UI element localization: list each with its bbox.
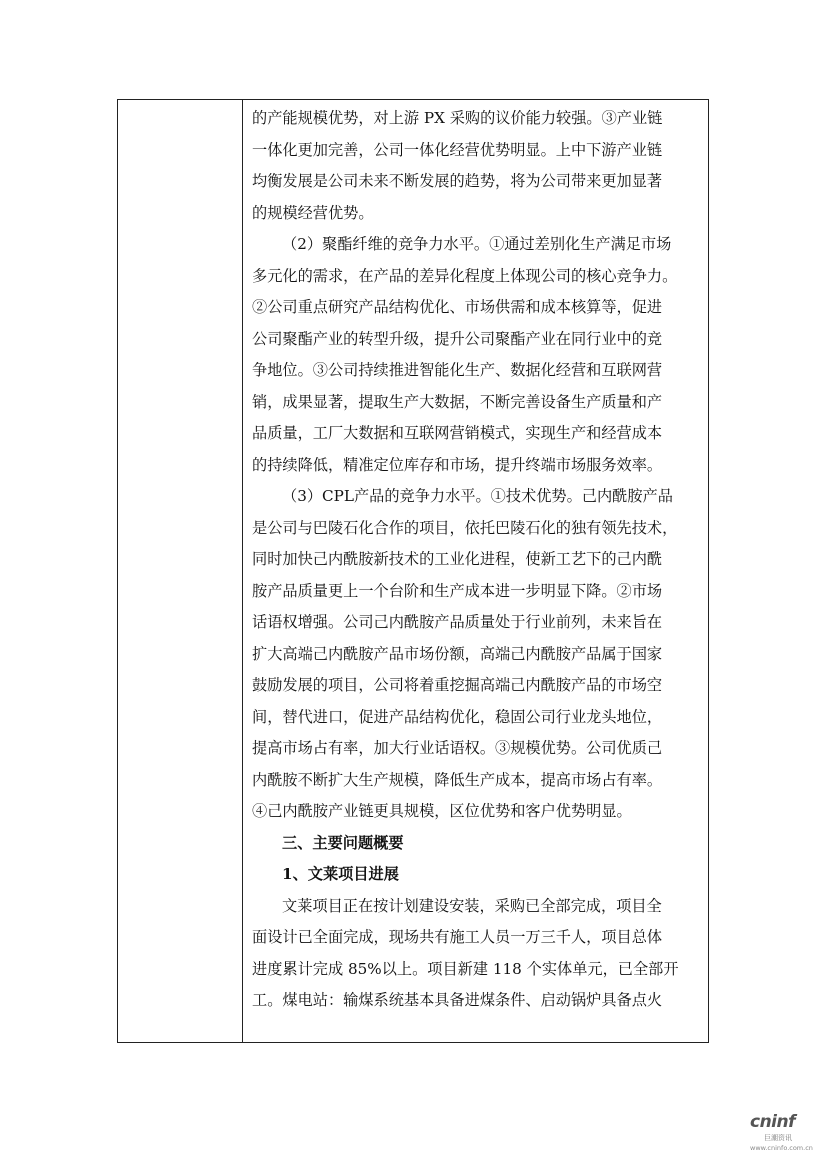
logo-mark: cninf [750,1112,796,1132]
subsection-heading: 1、文莱项目进展 [282,865,399,883]
text-line: 同时加快己内酰胺新技术的工业化进程，使新工艺下的己内酰 [252,550,663,568]
text-line: 的规模经营优势。 [252,203,374,222]
text-line: 品质量，工厂大数据和互联网营销模式，实现生产和经营成本 [252,424,663,442]
text-line: 工。煤电站：输煤系统基本具备进煤条件、启动锅炉具备点火 [252,991,663,1009]
text-line: 话语权增强。公司己内酰胺产品质量处于行业前列，未来旨在 [252,613,663,631]
logo-subtitle: 巨潮资讯 [764,1134,792,1142]
text-line: 的持续降低，精准定位库存和市场，提升终端市场服务效率。 [252,455,663,474]
text-line: 鼓励发展的项目，公司将着重挖掘高端己内酰胺产品的市场空 [252,676,663,694]
text-line: 间，替代进口，促进产品结构优化，稳固公司行业龙头地位， [252,707,663,726]
text-line: 胺产品质量更上一个台阶和生产成本进一步明显下降。②市场 [252,581,663,600]
text-line: 的产能规模优势，对上游 PX 采购的议价能力较强。③产业链 [252,109,663,127]
column-divider [242,100,243,1042]
text-line: 提高市场占有率，加大行业话语权。③规模优势。公司优质己 [252,739,663,757]
text-line: 公司聚酯产业的转型升级，提升公司聚酯产业在同行业中的竞 [252,329,663,348]
text-line: 内酰胺不断扩大生产规模，降低生产成本，提高市场占有率。 [252,770,663,789]
text-line: 扩大高端己内酰胺产品市场份额，高端己内酰胺产品属于国家 [252,644,663,663]
text-line: 多元化的需求，在产品的差异化程度上体现公司的核心竞争力。 [252,266,678,285]
text-line: 均衡发展是公司未来不断发展的趋势，将为公司带来更加显著 [252,172,663,190]
table-frame [117,99,709,1043]
text-line: 面设计已全面完成，现场共有施工人员一万三千人，项目总体 [252,928,663,946]
text-line: 销，成果显著，提取生产大数据，不断完善设备生产质量和产 [252,392,663,411]
text-line: ②公司重点研究产品结构优化、市场供需和成本核算等，促进 [252,298,663,316]
paragraph-start: （3）CPL产品的竞争力水平。①技术优势。己内酰胺产品 [282,487,673,505]
paragraph-start: （2）聚酯纤维的竞争力水平。①通过差别化生产满足市场 [282,235,672,253]
text-line: 进度累计完成 85%以上。项目新建 118 个实体单元，已全部开 [252,959,679,978]
logo-url: www.cninfo.com.cn [750,1144,813,1152]
text-line: ④己内酰胺产业链更具规模，区位优势和客户优势明显。 [252,802,632,820]
text-line: 一体化更加完善，公司一体化经营优势明显。上中下游产业链 [252,140,663,159]
text-line: 是公司与巴陵石化合作的项目，依托巴陵石化的独有领先技术， [252,518,678,537]
paragraph-start: 文莱项目正在按计划建设安装，采购已全部完成，项目全 [282,896,662,915]
section-heading: 三、主要问题概要 [282,833,404,852]
text-line: 争地位。③公司持续推进智能化生产、数据化经营和互联网营 [252,361,663,379]
document-body [252,103,708,1017]
cninfo-logo [750,1112,816,1160]
